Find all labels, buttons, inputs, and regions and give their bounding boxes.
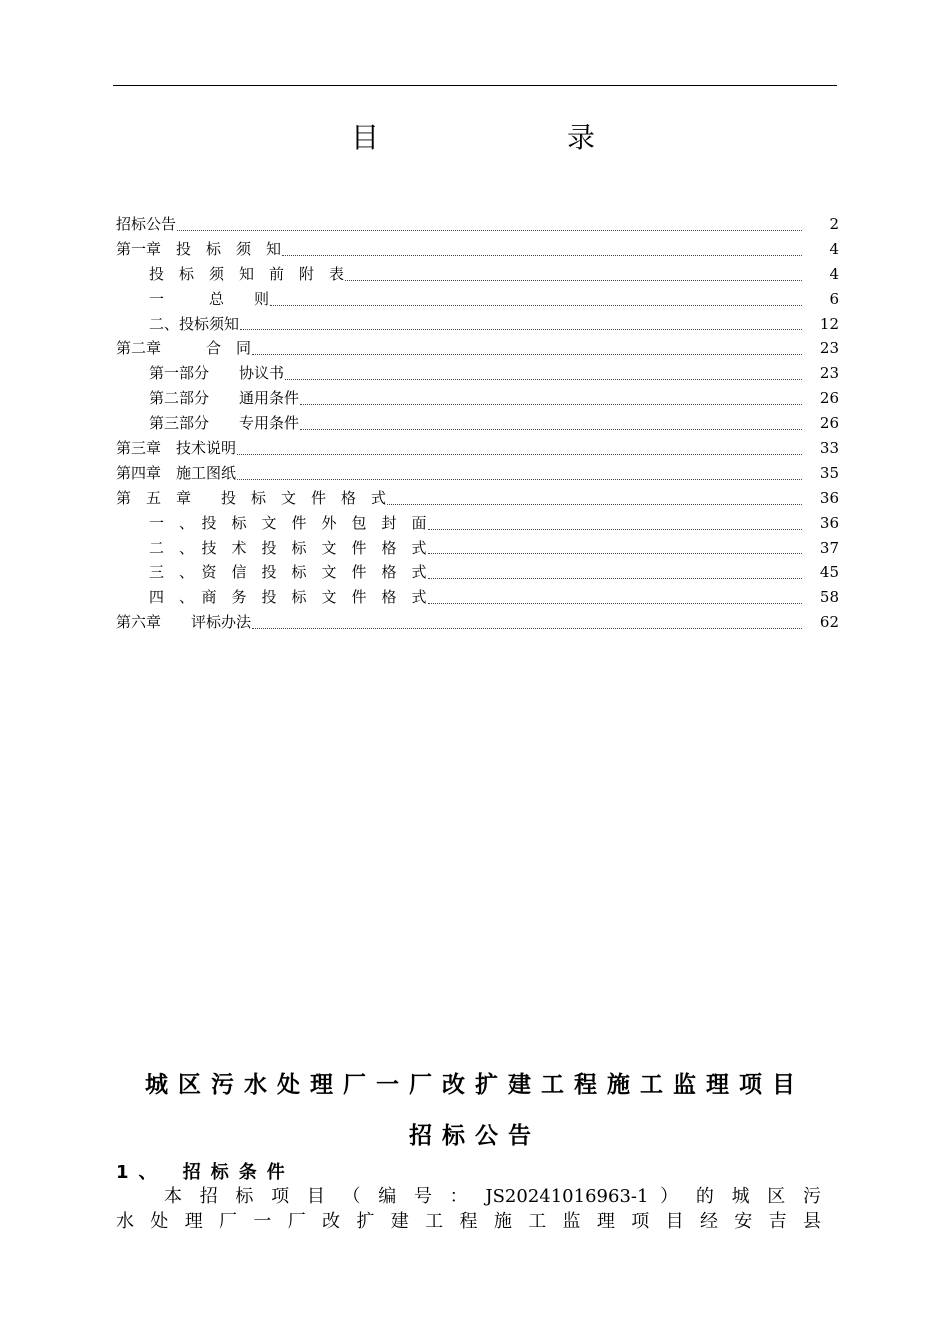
toc-entry-part-3[interactable]: [116, 411, 839, 436]
toc-entry-label: 第六章 评标办法: [116, 613, 252, 632]
toc-leader-dots: [300, 411, 802, 430]
toc-entry-page: 35: [819, 463, 839, 482]
toc-entry-page: 62: [819, 613, 839, 632]
toc-title: [0, 118, 950, 158]
toc-entry-chapter-4[interactable]: [116, 461, 839, 486]
table-of-contents: [116, 212, 839, 635]
toc-entry-label: 三 、 资 信 投 标 文 件 格 式: [149, 563, 427, 582]
toc-entry-page: 45: [819, 563, 839, 582]
toc-entry-chapter-1[interactable]: [116, 237, 839, 262]
toc-leader-dots: [282, 237, 802, 256]
toc-entry-label: 招标公告: [116, 215, 177, 233]
toc-leader-dots: [240, 311, 802, 330]
toc-entry-announcement[interactable]: [116, 212, 839, 237]
toc-title-char-2: 录: [567, 121, 596, 154]
toc-entry-page: 12: [819, 314, 839, 333]
toc-entry-label: 投 标 须 知 前 附 表: [149, 264, 345, 283]
toc-entry-page: 23: [819, 339, 839, 358]
notice-title: 招标公告: [409, 1122, 541, 1149]
toc-entry-technical-bid-format[interactable]: [116, 536, 839, 561]
toc-leader-dots: [252, 336, 802, 355]
toc-entry-label: 二 、 技 术 投 标 文 件 格 式: [149, 538, 427, 557]
toc-entry-page: 2: [829, 215, 839, 233]
toc-entry-page: 37: [819, 538, 839, 557]
toc-entry-label: 第二部分 通用条件: [149, 389, 300, 408]
toc-entry-label: 第三章 技术说明: [116, 439, 237, 458]
toc-leader-dots: [345, 262, 802, 281]
toc-entry-page: 26: [819, 389, 839, 408]
toc-entry-general-provisions[interactable]: [116, 287, 839, 312]
toc-leader-dots: [387, 486, 802, 505]
header-rule: [113, 85, 837, 86]
toc-entry-label: 二、投标须知: [149, 314, 240, 333]
toc-leader-dots: [428, 535, 802, 554]
toc-entry-page: 4: [829, 239, 839, 258]
toc-entry-chapter-2[interactable]: [116, 336, 839, 361]
toc-entry-page: 23: [819, 364, 839, 383]
toc-leader-dots: [270, 287, 802, 306]
section-heading: 1、 招标条件: [116, 1162, 295, 1183]
toc-entry-chapter-3[interactable]: [116, 436, 839, 461]
toc-entry-page: 36: [819, 513, 839, 532]
toc-entry-label: 四 、 商 务 投 标 文 件 格 式: [149, 588, 427, 607]
toc-entry-chapter-6[interactable]: [116, 610, 839, 635]
toc-entry-page: 6: [829, 289, 839, 308]
toc-entry-page: 36: [819, 488, 839, 507]
toc-leader-dots: [300, 386, 802, 405]
toc-entry-page: 33: [819, 439, 839, 458]
toc-leader-dots: [428, 585, 802, 604]
toc-entry-label: 第 五 章 投 标 文 件 格 式: [116, 488, 387, 507]
toc-leader-dots: [428, 511, 802, 530]
toc-entry-bidding-data-sheet[interactable]: [116, 262, 839, 287]
toc-entry-commercial-bid-format[interactable]: [116, 585, 839, 610]
project-title: 城区污水处理厂一厂改扩建工程施工监理项目: [145, 1071, 805, 1098]
toc-leader-dots: [237, 436, 802, 455]
toc-entry-label: 第一章 投 标 须 知: [116, 239, 282, 258]
toc-entry-chapter-5[interactable]: [116, 486, 839, 511]
toc-leader-dots: [252, 610, 802, 629]
toc-entry-label: 第三部分 专用条件: [149, 414, 300, 433]
toc-entry-bidding-instructions[interactable]: [116, 312, 839, 337]
toc-entry-bid-envelope[interactable]: [116, 511, 839, 536]
toc-entry-label: 一 、 投 标 文 件 外 包 封 面: [149, 513, 427, 532]
toc-entry-label: 第一部分 协议书: [149, 364, 285, 383]
toc-entry-label: 一 总 则: [149, 289, 270, 308]
toc-entry-page: 4: [829, 264, 839, 283]
toc-entry-part-1[interactable]: [116, 361, 839, 386]
toc-leader-dots: [237, 461, 802, 480]
toc-entry-label: 第二章 合 同: [116, 339, 252, 358]
toc-entry-page: 58: [819, 588, 839, 607]
paragraph-line-2: 水 处 理 厂 一 厂 改 扩 建 工 程 施 工 监 理 项 目 经 安 吉 县: [116, 1211, 821, 1232]
toc-entry-label: 第四章 施工图纸: [116, 463, 237, 482]
toc-leader-dots: [428, 560, 802, 579]
toc-entry-part-2[interactable]: [116, 386, 839, 411]
paragraph-line-1: 本 招 标 项 目 （ 编 号 ： JS20241016963-1 ） 的 城 区 污: [164, 1186, 821, 1207]
toc-entry-page: 26: [819, 414, 839, 433]
toc-leader-dots: [177, 212, 802, 231]
toc-title-char-1: 目: [351, 121, 380, 154]
toc-entry-credential-bid-format[interactable]: [116, 560, 839, 585]
toc-leader-dots: [285, 361, 802, 380]
